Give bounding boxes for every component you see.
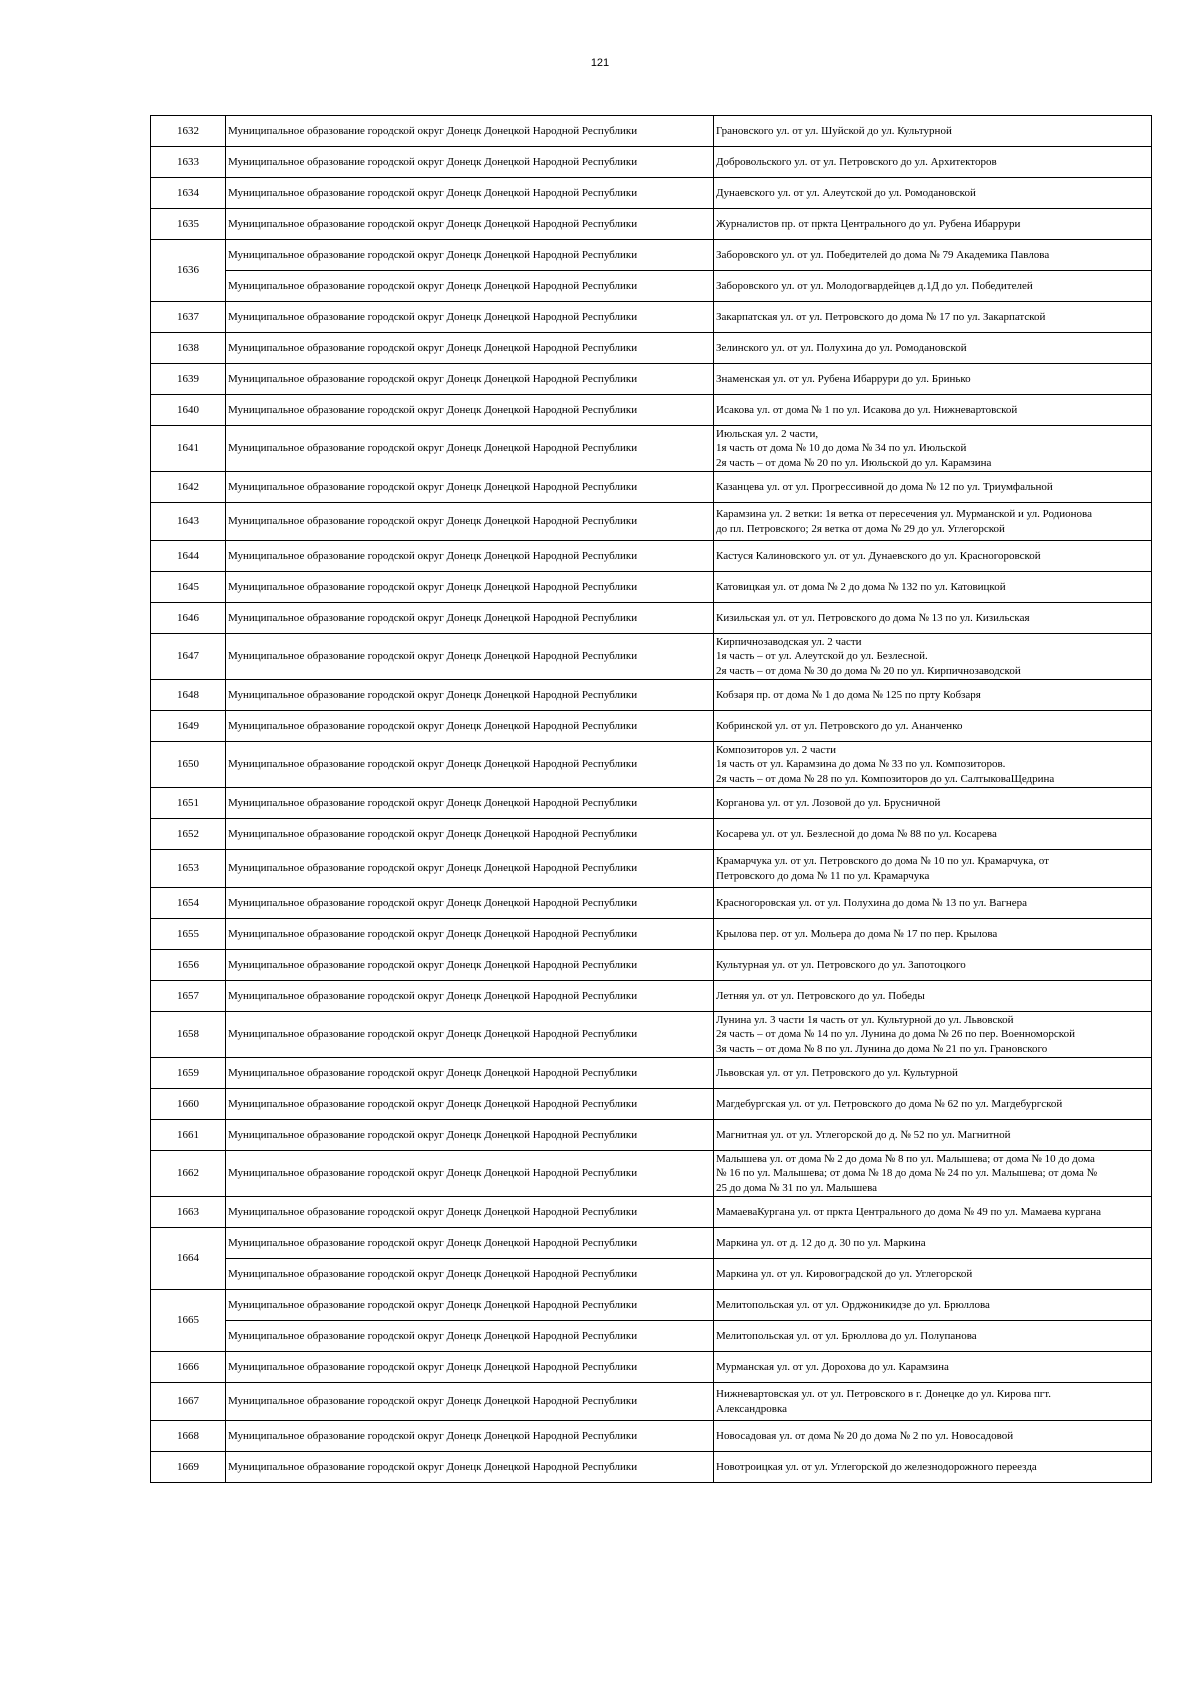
table-row (151, 364, 1152, 395)
municipality-cell: Муниципальное образование городской округ Донецк Донецкой Народной Республики (226, 1228, 714, 1259)
street-description-cell (714, 850, 1152, 888)
street-description-cell (714, 1452, 1152, 1483)
table-row (151, 1089, 1152, 1120)
municipality-cell: Муниципальное образование городской округ Донецк Донецкой Народной Республики (226, 472, 714, 503)
municipality-cell: Муниципальное образование городской округ Донецк Донецкой Народной Республики (226, 1352, 714, 1383)
street-description-line: Маркина ул. от д. 12 до д. 30 по ул. Маркина (716, 1236, 926, 1249)
table-row (151, 850, 1152, 888)
street-description-line: 2я часть – от дома № 20 по ул. Июльской до ул. Карамзина (716, 456, 992, 469)
municipality-cell: Муниципальное образование городской округ Донецк Донецкой Народной Республики (226, 1151, 714, 1197)
row-number: 1658 (151, 1012, 226, 1058)
street-description-line: Мелитопольская ул. от ул. Брюллова до ул. Полупанова (716, 1329, 977, 1342)
municipality-cell: Муниципальное образование городской округ Донецк Донецкой Народной Республики (226, 1259, 714, 1290)
table-row (151, 1321, 1152, 1352)
street-description-cell (714, 680, 1152, 711)
street-description-cell (714, 395, 1152, 426)
street-description-line: 2я часть – от дома № 30 до дома № 20 по ул. Кирпичнозаводской (716, 664, 1021, 677)
street-description-cell (714, 634, 1152, 680)
row-number: 1665 (151, 1290, 226, 1352)
street-description-line: Композиторов ул. 2 части (716, 743, 837, 756)
municipality-cell: Муниципальное образование городской округ Донецк Донецкой Народной Республики (226, 1452, 714, 1483)
row-number: 1654 (151, 888, 226, 919)
municipality-cell: Муниципальное образование городской округ Донецк Донецкой Народной Республики (226, 788, 714, 819)
row-number: 1662 (151, 1151, 226, 1197)
street-description-cell (714, 572, 1152, 603)
street-description-cell (714, 1259, 1152, 1290)
street-description-cell (714, 981, 1152, 1012)
row-number: 1666 (151, 1352, 226, 1383)
street-description-line: Корганова ул. от ул. Лозовой до ул. Брусничной (716, 796, 941, 809)
street-description-line: 2я часть – от дома № 14 по ул. Лунина до дома № 26 по пер. Военноморской (716, 1028, 1075, 1041)
municipality-cell: Муниципальное образование городской округ Донецк Донецкой Народной Республики (226, 1421, 714, 1452)
municipality-cell: Муниципальное образование городской округ Донецк Донецкой Народной Республики (226, 333, 714, 364)
row-number: 1661 (151, 1120, 226, 1151)
municipality-cell: Муниципальное образование городской округ Донецк Донецкой Народной Республики (226, 919, 714, 950)
table-row (151, 472, 1152, 503)
table-row (151, 788, 1152, 819)
street-description-line: Мурманская ул. от ул. Дорохова до ул. Карамзина (716, 1360, 949, 1373)
row-number: 1632 (151, 116, 226, 147)
municipality-cell: Муниципальное образование городской округ Донецк Донецкой Народной Республики (226, 742, 714, 788)
street-description-line: Кизильская ул. от ул. Петровского до дома № 13 по ул. Кизильская (716, 611, 1030, 624)
municipality-cell: Муниципальное образование городской округ Донецк Донецкой Народной Республики (226, 680, 714, 711)
table-row (151, 209, 1152, 240)
street-description-line: Лунина ул. 3 части 1я часть от ул. Культурной до ул. Львовской (716, 1013, 1014, 1026)
row-number: 1636 (151, 240, 226, 302)
street-description-cell (714, 364, 1152, 395)
street-description-line: Добровольского ул. от ул. Петровского до ул. Архитекторов (716, 155, 997, 168)
street-description-cell (714, 603, 1152, 634)
street-description-cell (714, 1012, 1152, 1058)
street-description-cell (714, 711, 1152, 742)
street-description-line: Новосадовая ул. от дома № 20 до дома № 2 по ул. Новосадовой (716, 1429, 1014, 1442)
table-row (151, 950, 1152, 981)
municipality-cell: Муниципальное образование городской округ Донецк Донецкой Народной Республики (226, 1197, 714, 1228)
street-description-line: Красногоровская ул. от ул. Полухина до дома № 13 по ул. Вагнера (716, 896, 1027, 909)
streets-table-body (151, 116, 1152, 1483)
municipality-cell: Муниципальное образование городской округ Донецк Донецкой Народной Республики (226, 1120, 714, 1151)
street-description-line: 3я часть – от дома № 8 по ул. Лунина до дома № 21 по ул. Грановского (716, 1042, 1048, 1055)
street-description-line: Малышева ул. от дома № 2 до дома № 8 по ул. Малышева; от дома № 10 до дома (716, 1152, 1095, 1165)
row-number: 1653 (151, 850, 226, 888)
table-row (151, 680, 1152, 711)
table-row (151, 711, 1152, 742)
row-number: 1660 (151, 1089, 226, 1120)
street-description-cell (714, 742, 1152, 788)
street-description-line: Заборовского ул. от ул. Молодогвардейцев д.1Д до ул. Победителей (716, 279, 1033, 292)
municipality-cell: Муниципальное образование городской округ Донецк Донецкой Народной Республики (226, 302, 714, 333)
table-row (151, 1197, 1152, 1228)
municipality-cell: Муниципальное образование городской округ Донецк Донецкой Народной Республики (226, 1383, 714, 1421)
table-row (151, 1259, 1152, 1290)
row-number: 1652 (151, 819, 226, 850)
table-row (151, 426, 1152, 472)
row-number: 1668 (151, 1421, 226, 1452)
row-number: 1659 (151, 1058, 226, 1089)
row-number: 1645 (151, 572, 226, 603)
street-description-cell (714, 919, 1152, 950)
row-number: 1656 (151, 950, 226, 981)
street-description-line: 1я часть от дома № 10 до дома № 34 по ул. Июльской (716, 442, 967, 455)
table-row (151, 1421, 1152, 1452)
street-description-line: Журналистов пр. от пркта Центрального до ул. Рубена Ибаррури (716, 217, 1021, 230)
street-description-cell (714, 1120, 1152, 1151)
street-description-line: Закарпатская ул. от ул. Петровского до дома № 17 по ул. Закарпатской (716, 310, 1046, 323)
street-description-line: Кирпичнозаводская ул. 2 части (716, 635, 862, 648)
table-row (151, 1452, 1152, 1483)
street-description-line: Косарева ул. от ул. Безлесной до дома № 88 по ул. Косарева (716, 827, 997, 840)
table-row (151, 634, 1152, 680)
table-row (151, 572, 1152, 603)
row-number: 1633 (151, 147, 226, 178)
street-description-cell (714, 240, 1152, 271)
municipality-cell: Муниципальное образование городской округ Донецк Донецкой Народной Республики (226, 634, 714, 680)
street-description-cell (714, 209, 1152, 240)
street-description-line: 25 до дома № 31 по ул. Малышева (716, 1181, 878, 1194)
street-description-line: Маркина ул. от ул. Кировоградской до ул. Углегорской (716, 1267, 973, 1280)
table-row (151, 603, 1152, 634)
street-description-cell (714, 1290, 1152, 1321)
row-number: 1638 (151, 333, 226, 364)
municipality-cell: Муниципальное образование городской округ Донецк Донецкой Народной Республики (226, 603, 714, 634)
street-description-line: Петровского до дома № 11 по ул. Крамарчука (716, 869, 930, 882)
street-description-line: Зелинского ул. от ул. Полухина до ул. Ромодановской (716, 341, 967, 354)
row-number: 1663 (151, 1197, 226, 1228)
street-description-line: Кобзаря пр. от дома № 1 до дома № 125 по прту Кобзаря (716, 688, 981, 701)
municipality-cell: Муниципальное образование городской округ Донецк Донецкой Народной Республики (226, 572, 714, 603)
municipality-cell: Муниципальное образование городской округ Донецк Донецкой Народной Республики (226, 209, 714, 240)
row-number: 1651 (151, 788, 226, 819)
municipality-cell: Муниципальное образование городской округ Донецк Донецкой Народной Республики (226, 850, 714, 888)
table-row (151, 333, 1152, 364)
row-number: 1646 (151, 603, 226, 634)
table-row (151, 1383, 1152, 1421)
street-description-cell (714, 426, 1152, 472)
street-description-line: Дунаевского ул. от ул. Алеутской до ул. Ромодановской (716, 186, 976, 199)
table-row (151, 271, 1152, 302)
street-description-line: до пл. Петровского; 2я ветка от дома № 29 до ул. Углегорской (716, 522, 1005, 535)
row-number: 1649 (151, 711, 226, 742)
street-description-cell (714, 1197, 1152, 1228)
municipality-cell: Муниципальное образование городской округ Донецк Донецкой Народной Республики (226, 541, 714, 572)
street-description-line: Крамарчука ул. от ул. Петровского до дома № 10 по ул. Крамарчука, от (716, 855, 1049, 867)
street-description-cell (714, 147, 1152, 178)
table-row (151, 1228, 1152, 1259)
municipality-cell: Муниципальное образование городской округ Донецк Донецкой Народной Республики (226, 147, 714, 178)
street-description-cell (714, 888, 1152, 919)
row-number: 1648 (151, 680, 226, 711)
municipality-cell: Муниципальное образование городской округ Донецк Донецкой Народной Республики (226, 116, 714, 147)
street-description-cell (714, 178, 1152, 209)
municipality-cell: Муниципальное образование городской округ Донецк Донецкой Народной Республики (226, 888, 714, 919)
municipality-cell: Муниципальное образование городской округ Донецк Донецкой Народной Республики (226, 819, 714, 850)
street-description-cell (714, 302, 1152, 333)
row-number: 1650 (151, 742, 226, 788)
municipality-cell: Муниципальное образование городской округ Донецк Донецкой Народной Республики (226, 271, 714, 302)
street-description-line: Катовицкая ул. от дома № 2 до дома № 132 по ул. Катовицкой (716, 580, 1006, 593)
street-description-line: Мелитопольская ул. от ул. Орджоникидзе до ул. Брюллова (716, 1298, 990, 1311)
street-description-cell (714, 472, 1152, 503)
municipality-cell: Муниципальное образование городской округ Донецк Донецкой Народной Республики (226, 1012, 714, 1058)
street-description-line: 1я часть от ул. Карамзина до дома № 33 по ул. Композиторов. (716, 758, 1006, 771)
page-number: 121 (590, 57, 610, 69)
street-description-line: 1я часть – от ул. Алеутской до ул. Безлесной. (716, 650, 928, 663)
municipality-cell: Муниципальное образование городской округ Донецк Донецкой Народной Республики (226, 395, 714, 426)
street-description-line: МамаеваКургана ул. от пркта Центрального до дома № 49 по ул. Мамаева кургана (716, 1205, 1101, 1218)
row-number: 1655 (151, 919, 226, 950)
street-description-line: Магдебургская ул. от ул. Петровского до дома № 62 по ул. Магдебургской (716, 1097, 1063, 1110)
municipality-cell: Муниципальное образование городской округ Донецк Донецкой Народной Республики (226, 240, 714, 271)
row-number: 1643 (151, 503, 226, 541)
street-description-cell (714, 819, 1152, 850)
table-row (151, 819, 1152, 850)
municipality-cell: Муниципальное образование городской округ Донецк Донецкой Народной Республики (226, 364, 714, 395)
street-description-line: Знаменская ул. от ул. Рубена Ибаррури до ул. Бринько (716, 372, 971, 385)
row-number: 1669 (151, 1452, 226, 1483)
table-row (151, 240, 1152, 271)
municipality-cell: Муниципальное образование городской округ Донецк Донецкой Народной Республики (226, 1058, 714, 1089)
table-row (151, 1352, 1152, 1383)
table-row (151, 1012, 1152, 1058)
municipality-cell: Муниципальное образование городской округ Донецк Донецкой Народной Республики (226, 711, 714, 742)
street-description-cell (714, 1352, 1152, 1383)
municipality-cell: Муниципальное образование городской округ Донецк Донецкой Народной Республики (226, 1089, 714, 1120)
table-row (151, 919, 1152, 950)
street-description-line: Кобринской ул. от ул. Петровского до ул. Ананченко (716, 719, 963, 732)
street-description-cell (714, 1421, 1152, 1452)
municipality-cell: Муниципальное образование городской округ Донецк Донецкой Народной Республики (226, 178, 714, 209)
street-description-cell (714, 116, 1152, 147)
street-description-cell (714, 541, 1152, 572)
street-description-line: Грановского ул. от ул. Шуйской до ул. Культурной (716, 124, 952, 137)
street-description-cell (714, 1321, 1152, 1352)
table-row (151, 395, 1152, 426)
street-description-line: Культурная ул. от ул. Петровского до ул. Запотоцкого (716, 958, 966, 971)
table-row (151, 116, 1152, 147)
street-description-line: Карамзина ул. 2 ветки: 1я ветка от пересечения ул. Мурманской и ул. Родионова (716, 508, 1092, 520)
table-row (151, 1151, 1152, 1197)
street-description-line: 2я часть – от дома № 28 по ул. Композиторов до ул. СалтыковаЩедрина (716, 772, 1055, 785)
street-description-cell (714, 1383, 1152, 1421)
row-number: 1640 (151, 395, 226, 426)
table-row (151, 1120, 1152, 1151)
street-description-line: № 16 по ул. Малышева; от дома № 18 до дома № 24 по ул. Малышева; от дома № (716, 1167, 1098, 1180)
street-description-line: Крылова пер. от ул. Мольера до дома № 17 по пер. Крылова (716, 927, 998, 940)
street-description-line: Нижневартовская ул. от ул. Петровского в г. Донецке до ул. Кирова пгт. (716, 1388, 1051, 1400)
table-row (151, 178, 1152, 209)
row-number: 1647 (151, 634, 226, 680)
street-description-line: Львовская ул. от ул. Петровского до ул. Культурной (716, 1066, 958, 1079)
municipality-cell: Муниципальное образование городской округ Донецк Донецкой Народной Республики (226, 503, 714, 541)
row-number: 1637 (151, 302, 226, 333)
table-row (151, 503, 1152, 541)
table-row (151, 1058, 1152, 1089)
row-number: 1639 (151, 364, 226, 395)
municipality-cell: Муниципальное образование городской округ Донецк Донецкой Народной Республики (226, 950, 714, 981)
table-row (151, 541, 1152, 572)
street-description-cell (714, 1228, 1152, 1259)
table-row (151, 888, 1152, 919)
street-description-line: Кастуся Калиновского ул. от ул. Дунаевского до ул. Красногоровской (716, 549, 1041, 562)
table-row (151, 147, 1152, 178)
row-number: 1667 (151, 1383, 226, 1421)
street-description-line: Александровка (716, 1402, 788, 1415)
street-description-cell (714, 503, 1152, 541)
street-description-line: Исакова ул. от дома № 1 по ул. Исакова до ул. Нижневартовской (716, 403, 1018, 416)
street-description-cell (714, 1151, 1152, 1197)
row-number: 1664 (151, 1228, 226, 1290)
table-row (151, 981, 1152, 1012)
row-number: 1642 (151, 472, 226, 503)
street-description-line: Заборовского ул. от ул. Победителей до дома № 79 Академика Павлова (716, 248, 1050, 261)
municipality-cell: Муниципальное образование городской округ Донецк Донецкой Народной Республики (226, 1321, 714, 1352)
streets-table (150, 115, 1152, 1483)
table-row (151, 1290, 1152, 1321)
street-description-line: Казанцева ул. от ул. Прогрессивной до дома № 12 по ул. Триумфальной (716, 480, 1053, 493)
municipality-cell: Муниципальное образование городской округ Донецк Донецкой Народной Республики (226, 426, 714, 472)
street-description-cell (714, 950, 1152, 981)
street-description-cell (714, 788, 1152, 819)
street-description-cell (714, 1058, 1152, 1089)
municipality-cell: Муниципальное образование городской округ Донецк Донецкой Народной Республики (226, 981, 714, 1012)
table-row (151, 302, 1152, 333)
street-description-cell (714, 333, 1152, 364)
row-number: 1641 (151, 426, 226, 472)
table-row (151, 742, 1152, 788)
row-number: 1644 (151, 541, 226, 572)
row-number: 1657 (151, 981, 226, 1012)
street-description-cell (714, 271, 1152, 302)
street-description-line: Июльская ул. 2 части, (716, 427, 819, 440)
row-number: 1634 (151, 178, 226, 209)
street-description-line: Новотроицкая ул. от ул. Углегорской до железнодорожного переезда (716, 1460, 1037, 1473)
street-description-cell (714, 1089, 1152, 1120)
row-number: 1635 (151, 209, 226, 240)
street-description-line: Магнитная ул. от ул. Углегорской до д. № 52 по ул. Магнитной (716, 1128, 1011, 1141)
municipality-cell: Муниципальное образование городской округ Донецк Донецкой Народной Республики (226, 1290, 714, 1321)
street-description-line: Летняя ул. от ул. Петровского до ул. Победы (716, 989, 925, 1002)
